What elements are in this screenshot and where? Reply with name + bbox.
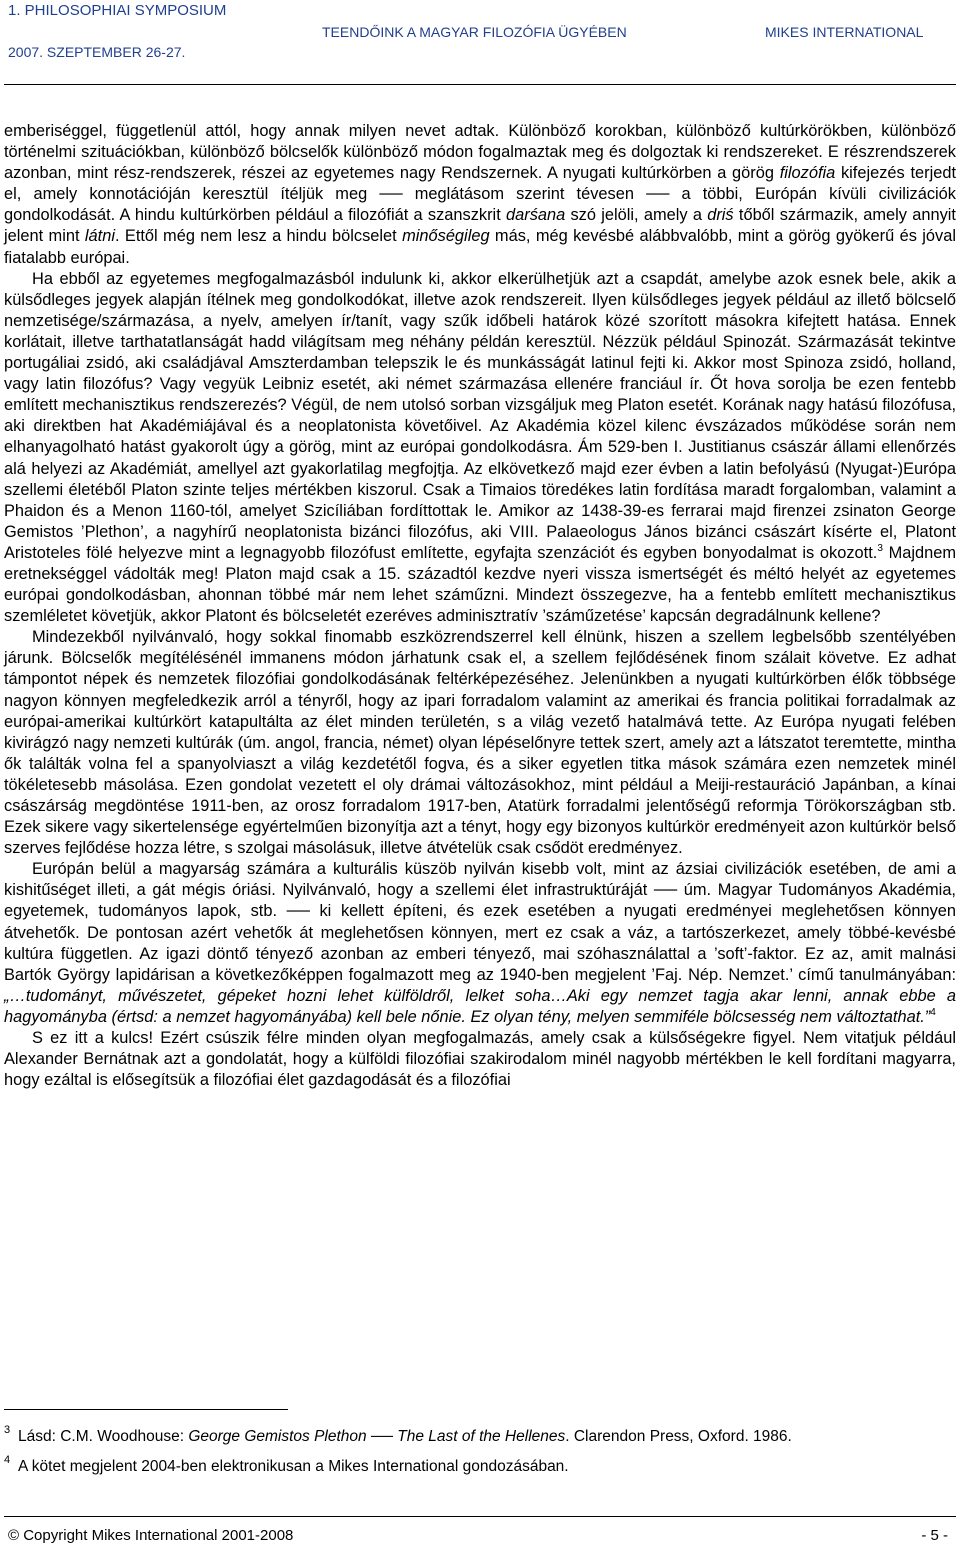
footnote-ref: 4 bbox=[930, 1006, 936, 1018]
copyright-text: © Copyright Mikes International 2001-2008 bbox=[8, 1527, 294, 1544]
text-run: . Clarendon Press, Oxford. 1986. bbox=[565, 1428, 792, 1445]
page-header bbox=[0, 0, 960, 86]
italic-text: driś bbox=[707, 206, 734, 225]
text-run: más, még kevésbé alábbvalóbb, mint a görög gyökerű és jóval fiatalabb európai. bbox=[4, 227, 956, 267]
body-text bbox=[4, 121, 956, 1091]
text-run: A kötet megjelent 2004-ben elektronikusan a Mikes International gondozásában. bbox=[18, 1458, 569, 1475]
footer-divider bbox=[4, 1516, 956, 1517]
paragraph bbox=[4, 269, 956, 628]
italic-text: filozófia bbox=[779, 164, 836, 183]
text-run: . Ettől még nem lesz a hindu bölcselet bbox=[114, 227, 403, 246]
symposium-title: 1. PHILOSOPHIAI SYMPOSIUM bbox=[8, 2, 227, 19]
text-run: szó jelöli, amely a bbox=[565, 206, 708, 225]
text-run: emberiséggel, függetlenül attól, hogy annak milyen nevet adtak. Különböző korokban, különböző kultúrkörökben, különböző történelmi szituációkban, különböző bölcselők különböző módon fogalmaztak meg és dolgoztak ki rendszereket. E részrendszerek azonban, mint rész-rendszerek, részei az egyetemes nagy Rendszernek. A nyugati kultúrkörben a görög bbox=[4, 122, 956, 183]
italic-text: George Gemistos Plethon ── The Last of the Hellenes bbox=[188, 1428, 566, 1445]
text-run: Lásd: C.M. Woodhouse: bbox=[18, 1428, 189, 1445]
paragraph bbox=[4, 1028, 956, 1091]
footnotes bbox=[4, 1424, 956, 1488]
footnote-divider bbox=[4, 1409, 288, 1410]
italic-text: darśana bbox=[506, 206, 566, 225]
footnote: 4 A kötet megjelent 2004-ben elektronikusan a Mikes International gondozásában. bbox=[4, 1454, 569, 1475]
header-divider bbox=[4, 84, 956, 85]
text-run: Mindezekből nyilvánvaló, hogy sokkal finomabb eszközrendszerrel kell élnünk, hiszen a szellem legbelsőbb szentélyében járunk. Bölcselők megítélésénél immanens módon járhatunk csak el, a szellem fejlődésének finom szálait követve. Ez adhat támpontot népek és nemzetek filozófiai gondolkodásának feltérképezéséhez. Jelenünkben a nyugati kultúrkörben élők többsége nagyon könnyen megfeledkezik arról a tényről, hogy az ipari forradalom valamint az amerikai és francia politikai forradalmak az európai-amerikai kultúrkört katapultálta az élet minden területén, s a világ vezető hatalmává tette. Az Európa nyugati felében kivirágzó nagy nemzeti kultúrák (úm. angol, francia, német) olyan lépéselőnyre tettek szert, amely azt a látszatot teremtette, mintha ők találták volna fel a spanyolviaszt a világ kezdetétől fogva, és a siker egyetlen titka mások számára ezen nemzetek minél tökéletesebb másolása. Ezen gondolat vezetett el oly drámai változásokhoz, mint például a Meiji-restauráció Japánban, a kínai császárság megdöntése 1911-ben, az orosz forradalom 1917-ben, Atatürk forradalmi jelentőségű reformja Törökországban stb. Ezek sikere vagy sikertelensége egyértelműen bizonyítja azt a tényt, hogy egy bizonyos kultúrkör eredményeit azon kultúrkör belső szerves fejlődése hozza létre, s szolgai másolásuk, illetve átvételük csak csődöt eredményez. bbox=[4, 628, 956, 858]
text-run: tőből származik, amely annyit jelent mint bbox=[4, 206, 956, 246]
symposium-date: 2007. SZEPTEMBER 26-27. bbox=[8, 44, 186, 60]
text-run: Európán belül a magyarság számára a kulturális küszöb nyilván kisebb volt, mint az ázsiai civilizációk esetében, de ami a kishitűséget illeti, a gát mégis óriási. Nyilvánvaló, hogy a szellemi élet infrastruktúráját ── úm. Magyar Tudományos Akadémia, egyetemek, tudományos lapok, stb. ── ki kellett építeni, és ezek esetében a nyugati eredményei meglehetősen könnyen átvehetők. De pontosan azért vehetők át meglehetősen könnyen, mert ez csak a váz, a tartószerkezet, amely többé-kevésbé kultúra független. Az igazi döntő tényező azonban az emberi tényező, mai szóhasználattal a ’soft’-faktor. Ez az, amit malnási Bartók György lapidárisan a következőképpen fogalmazott meg az 1940-ben megjelent ’Faj. Nép. Nemzet.’ című tanulmányában: bbox=[4, 860, 956, 984]
text-run: Majdnem eretnekséggel vádolták meg! Platon majd csak a 15. századtól kezdve nyeri vissza ismertségét és méltó helyét az egyetemes európai gondolkodásban, ahonnan többé már nem lehet száműzni. Mindezt összegezve, ha a fentebb említett mechanisztikus szemléletet követjük, akkor Platont és bölcseletét ezeréves adminisztratív ’száműzetése’ kapcsán degradálnunk kellene? bbox=[4, 543, 956, 626]
text-run: S ez itt a kulcs! Ezért csúszik félre minden olyan megfogalmazás, amely csak a külsőségekre figyel. Nem vitatjuk például Alexander Bernátnak azt a gondolatát, hogy a külföldi filozófiai szakirodalom minél nagyobb mértékben le kell fordítani magyarra, hogy ezáltal is elősegítsük a filozófiai élet gazdagodását és a filozófiai bbox=[4, 1029, 956, 1090]
italic-text: minőségileg bbox=[402, 227, 490, 246]
footnote-ref: 3 bbox=[877, 542, 883, 554]
paragraph bbox=[4, 627, 956, 859]
footnote: 3 Lásd: C.M. Woodhouse: George Gemistos Plethon ── The Last of the Hellenes. Clarendon Press, Oxford. 1986. bbox=[4, 1424, 792, 1445]
page-number: - 5 - bbox=[921, 1527, 948, 1544]
text-run: kifejezés terjedt el, amely konnotációján keresztül ítéljük meg ── meglátásom szerint tévesen ── a többi, Európán kívüli civilizációk gondolkodását. A hindu kultúrkörben például a filozófiát a szanszkrit bbox=[4, 164, 956, 225]
paragraph bbox=[4, 121, 956, 269]
italic-text: „…tudományt, művészetet, gépeket hozni lehet külföldről, lelket soha…Aki egy nemzet tagja akar lenni, annak ebbe a hagyományba (értsd: a nemzet hagyományába) kell bele nőnie. Ez olyan tény, melyen semmiféle bölcsesség nem változtathat.” bbox=[4, 986, 956, 1026]
paragraph bbox=[4, 859, 956, 1028]
text-run: Ha ebből az egyetemes megfogalmazásból indulunk ki, akkor elkerülhetjük azt a csapdát, amelybe azok esnek bele, akik a külsődleges jegyek alapján ítélnek meg gondolkodókat, illetve azok rendszereit. Ilyen külsődleges jegyek például az illető bölcselő nemzetisége/származása, a nyelv, amelyen ír/tanít, vagy szűk időbeli határok közé szorított másokra kifejtett hatása. Ennek korlátait, illetve tarthatatlanságát hadd világítsam meg néhány példán keresztül. Nézzük például Spinozát. Származását tekintve portugáliai zsidó, aki családjával Amszterdamban telepszik le és munkásságát latinul fejti ki. Akkor most Spinoza zsidó, holland, vagy latin filozófus? Vagy vegyük Leibniz esetét, aki német származása ellenére franciául ír. Őt hova sorolja be ezen fentebb említett mechanisztikus rendszerezés? Végül, de nem utolsó sorban vizsgáljuk meg Platon esetét. Korának nagy hatású filozófusa, aki direktben hat Akadémiájával és a neoplatonista követőivel. Az Akadémia közel kilenc évszázados működése során nem elhanyagolható hatást gyakorolt úgy a görög, mint az európai gondolkodásra. Ám 529-ben I. Justitianus császár állami ellenőrzés alá helyezi az Akadémiát, amellyel azt gyakorlatilag megfojtja. Az elkövetkező majd ezer évben a latin befolyású (Nyugat-)Európa szellemi életéből Platon szinte teljes mértékben kiszorul. Csak a Timaios töredékes latin fordítása maradt forgalomban, valamint a Phaidon és a Menon 1160-tól, amelyet Szicíliában fordíttottak le. Amikor az 1438-39-es ferrarai majd firenzei zsinaton George Gemistos ’Plethon’, a nagyhírű neoplatonista bizánci filozófus, aki VIII. Palaeologus János bizánci császárt kísérte el, Platont Aristoteles fölé helyezve mint a legnagyobb filozófust említette, egyfajta szenzációt és egyben bonyodalmat is okozott. bbox=[4, 269, 956, 562]
publisher-name: MIKES INTERNATIONAL bbox=[765, 24, 924, 40]
italic-text: látni bbox=[84, 227, 115, 246]
symposium-theme: TEENDŐINK A MAGYAR FILOZÓFIA ÜGYÉBEN bbox=[322, 24, 627, 40]
